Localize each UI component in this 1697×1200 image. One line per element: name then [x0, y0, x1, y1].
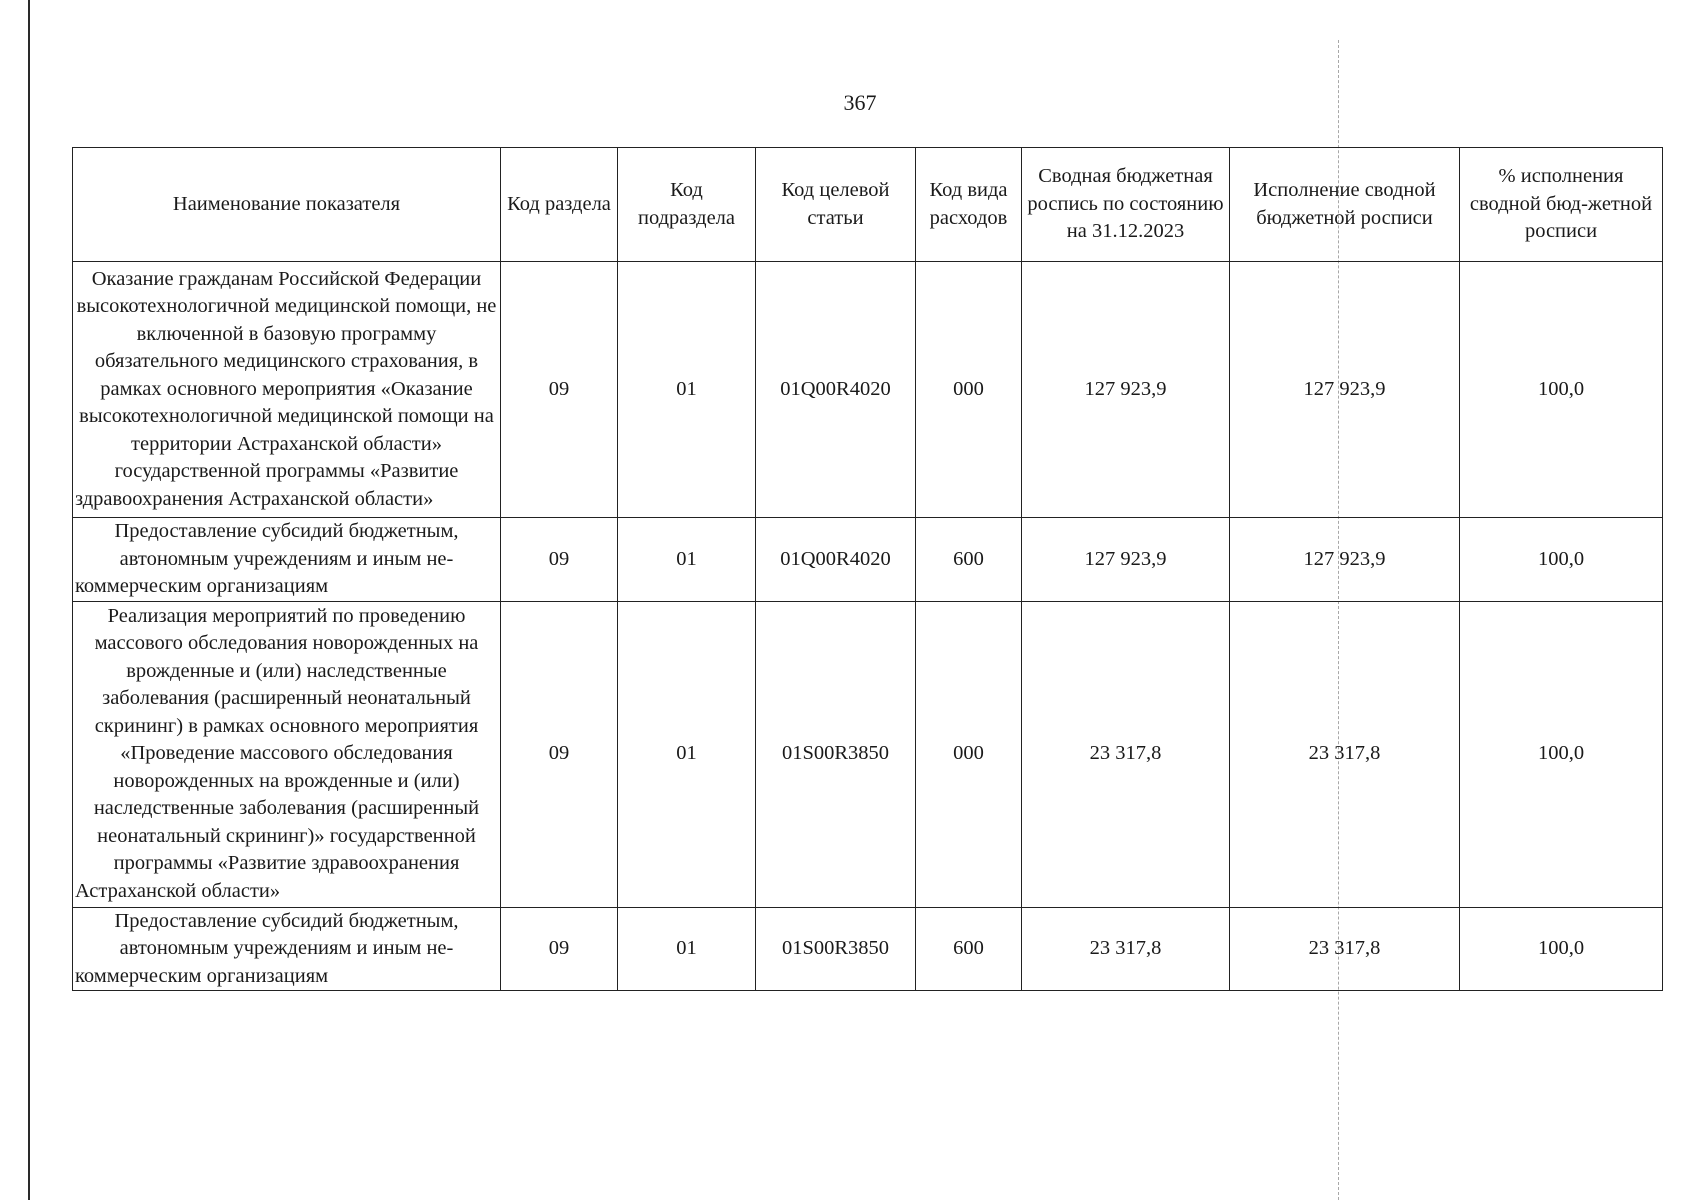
row-target-code: 01S00R3850 — [756, 907, 916, 991]
row-expense-type-code: 600 — [916, 907, 1022, 991]
row-section-code: 09 — [501, 907, 618, 991]
table-row — [73, 262, 1663, 518]
row-subsection-code: 01 — [618, 262, 756, 518]
row-executed-value: 127 923,9 — [1230, 262, 1460, 518]
page-left-edge — [28, 0, 30, 1200]
header-expense-type-code: Код вида расходов — [916, 148, 1022, 262]
header-execution-percent: % исполнения сводной бюд-жетной росписи — [1460, 148, 1663, 262]
row-subsection-code: 01 — [618, 601, 756, 907]
table-row — [73, 601, 1663, 907]
row-target-code: 01Q00R4020 — [756, 518, 916, 602]
row-section-code: 09 — [501, 262, 618, 518]
row-subsection-code: 01 — [618, 518, 756, 602]
row-executed-value: 23 317,8 — [1230, 907, 1460, 991]
header-subsection-code: Код подраздела — [618, 148, 756, 262]
row-percent-value: 100,0 — [1460, 518, 1663, 602]
header-target-code: Код целевой статьи — [756, 148, 916, 262]
header-name: Наименование показателя — [73, 148, 501, 262]
table-row — [73, 518, 1663, 602]
budget-execution-table — [72, 147, 1663, 991]
row-target-code: 01Q00R4020 — [756, 262, 916, 518]
row-planned-value: 127 923,9 — [1022, 262, 1230, 518]
row-executed-value: 23 317,8 — [1230, 601, 1460, 907]
row-target-code: 01S00R3850 — [756, 601, 916, 907]
row-expense-type-code: 600 — [916, 518, 1022, 602]
row-name: Оказание гражданам Российской Федерации высокотехнологичной медицинской помощи, не включенной в базовую программу обязательного медицинского страхования, в рамках основного мероприятия «Оказание высокотехнологичной медицинской помощи на территории Астраханской области» государственной программы «Развитие здравоохранения Астраханской области» — [73, 262, 501, 518]
row-percent-value: 100,0 — [1460, 262, 1663, 518]
table-row — [73, 907, 1663, 991]
row-section-code: 09 — [501, 518, 618, 602]
row-planned-value: 23 317,8 — [1022, 601, 1230, 907]
row-executed-value: 127 923,9 — [1230, 518, 1460, 602]
row-planned-value: 127 923,9 — [1022, 518, 1230, 602]
table-header-row — [73, 148, 1663, 262]
row-section-code: 09 — [501, 601, 618, 907]
row-subsection-code: 01 — [618, 907, 756, 991]
row-expense-type-code: 000 — [916, 262, 1022, 518]
header-section-code: Код раздела — [501, 148, 618, 262]
row-percent-value: 100,0 — [1460, 601, 1663, 907]
row-name: Реализация мероприятий по проведению массового обследования новорожденных на врожденные и (или) наследственные заболевания (расширенный неонатальный скрининг) в рамках основного мероприятия «Проведение массового обследования новорожденных на врожденные и (или) наследственные заболевания (расширенный неонатальный скрининг)» государственной программы «Развитие здравоохранения Астраханской области» — [73, 601, 501, 907]
header-planned-budget: Сводная бюджетная роспись по состоянию на 31.12.2023 — [1022, 148, 1230, 262]
header-executed-budget: Исполнение сводной бюджетной росписи — [1230, 148, 1460, 262]
row-planned-value: 23 317,8 — [1022, 907, 1230, 991]
row-name: Предоставление субсидий бюджетным, автономным учреждениям и иным некоммерческим организациям — [73, 518, 501, 602]
row-percent-value: 100,0 — [1460, 907, 1663, 991]
page-number: 367 — [843, 90, 877, 115]
row-expense-type-code: 000 — [916, 601, 1022, 907]
row-name: Предоставление субсидий бюджетным, автономным учреждениям и иным некоммерческим организациям — [73, 907, 501, 991]
